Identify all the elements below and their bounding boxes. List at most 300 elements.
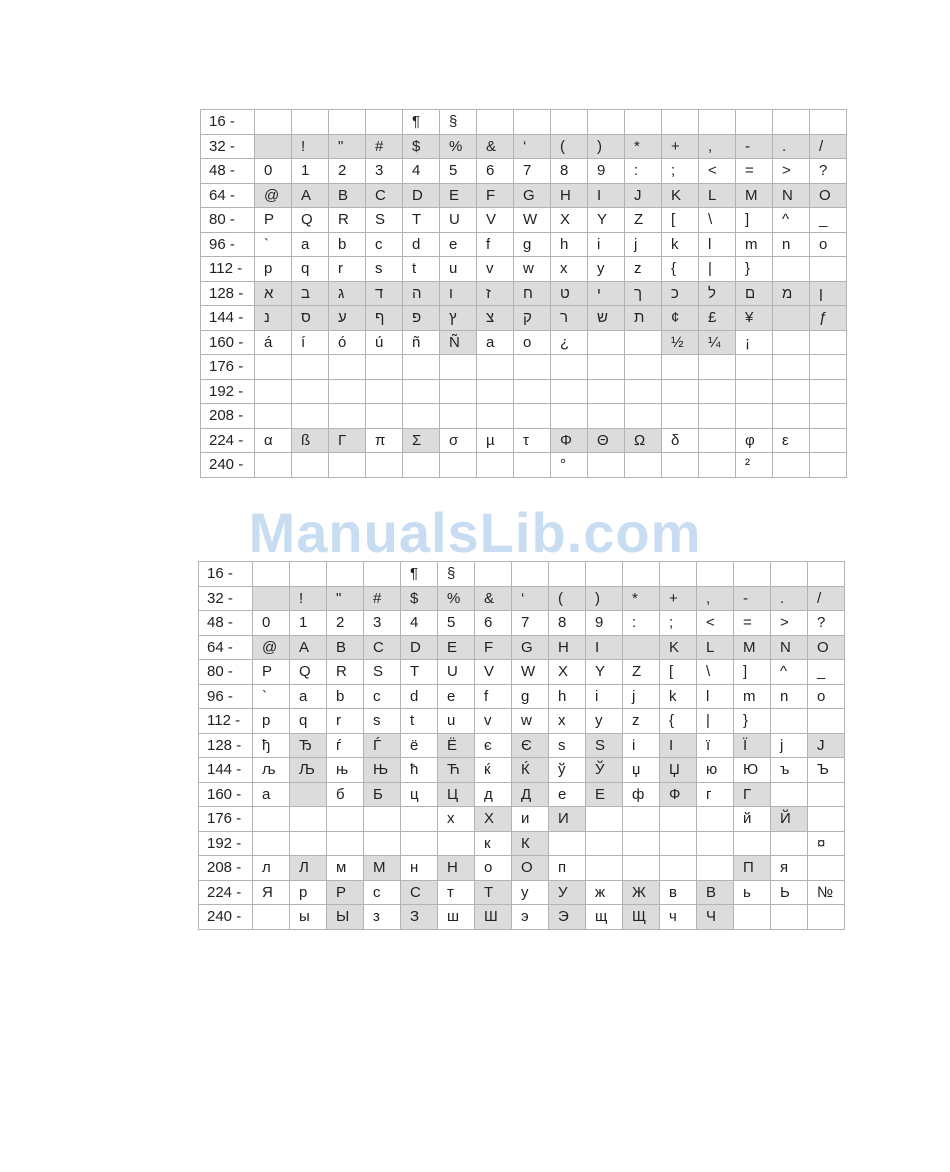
char-cell [440, 453, 477, 478]
char-cell [773, 453, 810, 478]
char-cell: t [401, 709, 438, 734]
char-cell: Э [549, 905, 586, 930]
char-cell: U [440, 208, 477, 233]
char-cell [736, 404, 773, 429]
char-cell: Γ [329, 428, 366, 453]
char-cell [699, 404, 736, 429]
char-cell: ² [736, 453, 773, 478]
char-cell: ן [810, 281, 847, 306]
row-code-label: 144 - [201, 306, 255, 331]
char-cell: . [773, 134, 810, 159]
char-cell: | [697, 709, 734, 734]
char-cell: ў [549, 758, 586, 783]
char-cell: ѕ [549, 733, 586, 758]
char-cell: á [255, 330, 292, 355]
char-cell: Р [327, 880, 364, 905]
char-cell: > [773, 159, 810, 184]
table-row [199, 562, 845, 587]
char-cell [403, 453, 440, 478]
char-cell: o [808, 684, 845, 709]
char-cell: S [364, 660, 401, 685]
char-cell: з [364, 905, 401, 930]
char-cell: ъ [771, 758, 808, 783]
char-cell [253, 562, 290, 587]
char-cell: С [401, 880, 438, 905]
char-cell [438, 831, 475, 856]
char-cell: Ђ [290, 733, 327, 758]
char-cell: " [329, 134, 366, 159]
table-row [199, 733, 845, 758]
char-cell [810, 379, 847, 404]
char-cell: B [327, 635, 364, 660]
char-cell: S [366, 208, 403, 233]
char-cell: D [401, 635, 438, 660]
char-cell: В [697, 880, 734, 905]
char-cell: a [290, 684, 327, 709]
char-cell: ¥ [736, 306, 773, 331]
char-cell [512, 562, 549, 587]
char-cell: F [477, 183, 514, 208]
row-code-label: 32 - [201, 134, 255, 159]
char-cell: Щ [623, 905, 660, 930]
char-cell: k [662, 232, 699, 257]
char-cell: П [734, 856, 771, 881]
char-cell: Θ [588, 428, 625, 453]
char-cell [773, 110, 810, 135]
char-cell: ¢ [662, 306, 699, 331]
row-code-label: 32 - [199, 586, 253, 611]
char-cell: = [736, 159, 773, 184]
char-cell: L [699, 183, 736, 208]
char-cell: I [588, 183, 625, 208]
char-cell: Н [438, 856, 475, 881]
char-cell [329, 453, 366, 478]
char-cell: p [253, 709, 290, 734]
char-cell: b [327, 684, 364, 709]
char-cell [514, 355, 551, 380]
char-cell: O [810, 183, 847, 208]
char-cell: ѓ [327, 733, 364, 758]
char-cell: Љ [290, 758, 327, 783]
char-cell [662, 404, 699, 429]
char-cell: n [773, 232, 810, 257]
char-cell: , [697, 586, 734, 611]
char-cell: Џ [660, 758, 697, 783]
char-cell: & [477, 134, 514, 159]
char-cell: Z [625, 208, 662, 233]
char-cell: 3 [364, 611, 401, 636]
char-cell: í [292, 330, 329, 355]
table-row [201, 208, 847, 233]
char-cell: g [512, 684, 549, 709]
char-cell: о [475, 856, 512, 881]
char-cell: Л [290, 856, 327, 881]
char-cell: A [290, 635, 327, 660]
char-cell: $ [401, 586, 438, 611]
char-cell: § [438, 562, 475, 587]
char-cell: Ы [327, 905, 364, 930]
char-cell: s [366, 257, 403, 282]
char-cell: W [512, 660, 549, 685]
char-cell: ж [586, 880, 623, 905]
char-cell: є [475, 733, 512, 758]
char-cell [810, 404, 847, 429]
char-cell: k [660, 684, 697, 709]
row-code-label: 240 - [201, 453, 255, 478]
char-cell: z [623, 709, 660, 734]
char-cell [697, 807, 734, 832]
char-cell: % [440, 134, 477, 159]
char-cell [586, 831, 623, 856]
char-cell: ] [736, 208, 773, 233]
char-cell: N [771, 635, 808, 660]
char-cell: ї [697, 733, 734, 758]
char-cell: ו [440, 281, 477, 306]
char-cell [625, 355, 662, 380]
char-cell: E [438, 635, 475, 660]
char-cell [290, 562, 327, 587]
char-cell [662, 110, 699, 135]
table-row [201, 110, 847, 135]
char-cell: = [734, 611, 771, 636]
char-cell [734, 905, 771, 930]
char-cell [514, 453, 551, 478]
char-cell [810, 330, 847, 355]
table-row [201, 306, 847, 331]
char-cell: м [327, 856, 364, 881]
char-cell: X [549, 660, 586, 685]
char-cell: ½ [662, 330, 699, 355]
char-cell: C [366, 183, 403, 208]
char-cell: Ћ [438, 758, 475, 783]
row-code-label: 224 - [199, 880, 253, 905]
char-cell: u [440, 257, 477, 282]
char-cell [255, 453, 292, 478]
table-row [201, 428, 847, 453]
char-cell [625, 453, 662, 478]
char-cell: @ [253, 635, 290, 660]
char-cell: B [329, 183, 366, 208]
char-cell [623, 856, 660, 881]
char-cell: ? [808, 611, 845, 636]
char-cell: : [625, 159, 662, 184]
char-cell: М [364, 856, 401, 881]
char-cell [255, 134, 292, 159]
row-code-label: 160 - [201, 330, 255, 355]
char-cell: 4 [403, 159, 440, 184]
char-cell [771, 905, 808, 930]
char-cell: щ [586, 905, 623, 930]
char-cell [255, 404, 292, 429]
char-cell [327, 831, 364, 856]
char-cell [292, 110, 329, 135]
char-cell [734, 562, 771, 587]
char-cell: ј [771, 733, 808, 758]
char-cell: \ [699, 208, 736, 233]
char-cell: _ [808, 660, 845, 685]
char-cell [586, 807, 623, 832]
char-cell: ћ [401, 758, 438, 783]
char-cell: 0 [253, 611, 290, 636]
char-cell [477, 404, 514, 429]
char-cell: v [475, 709, 512, 734]
char-cell: { [660, 709, 697, 734]
char-cell [551, 379, 588, 404]
char-cell: o [810, 232, 847, 257]
char-cell: / [810, 134, 847, 159]
character-table-1 [200, 109, 847, 478]
char-cell [623, 562, 660, 587]
char-cell: Ñ [440, 330, 477, 355]
char-cell [736, 379, 773, 404]
char-cell [588, 330, 625, 355]
char-cell: ) [586, 586, 623, 611]
char-cell [588, 453, 625, 478]
char-cell: И [549, 807, 586, 832]
char-cell: Д [512, 782, 549, 807]
char-cell [736, 355, 773, 380]
char-cell: l [697, 684, 734, 709]
char-cell [699, 453, 736, 478]
char-cell: ל [699, 281, 736, 306]
char-cell: x [551, 257, 588, 282]
char-cell: i [588, 232, 625, 257]
char-cell: W [514, 208, 551, 233]
row-code-label: 112 - [201, 257, 255, 282]
char-cell: 3 [366, 159, 403, 184]
char-cell [477, 453, 514, 478]
char-cell: а [253, 782, 290, 807]
char-cell: ; [660, 611, 697, 636]
char-cell: ט [551, 281, 588, 306]
char-cell: ץ [440, 306, 477, 331]
char-cell: с [364, 880, 401, 905]
char-cell [662, 453, 699, 478]
char-cell: µ [477, 428, 514, 453]
char-cell: H [551, 183, 588, 208]
char-cell: ! [290, 586, 327, 611]
char-cell: д [475, 782, 512, 807]
char-cell [255, 379, 292, 404]
char-cell [364, 831, 401, 856]
char-cell: נ [255, 306, 292, 331]
char-cell: ף [366, 306, 403, 331]
char-cell: ק [514, 306, 551, 331]
char-cell: Б [364, 782, 401, 807]
char-cell: K [660, 635, 697, 660]
char-cell [253, 905, 290, 930]
char-cell [773, 355, 810, 380]
char-cell [327, 807, 364, 832]
table-row [199, 660, 845, 685]
char-cell: o [514, 330, 551, 355]
char-cell: Х [475, 807, 512, 832]
char-cell [292, 404, 329, 429]
char-cell: x [549, 709, 586, 734]
char-cell [660, 856, 697, 881]
char-cell [588, 404, 625, 429]
char-cell: І [660, 733, 697, 758]
char-cell: ` [253, 684, 290, 709]
char-cell [660, 807, 697, 832]
char-cell [440, 355, 477, 380]
char-cell: ф [623, 782, 660, 807]
char-cell [771, 831, 808, 856]
char-cell [625, 110, 662, 135]
char-cell: q [290, 709, 327, 734]
char-cell: 0 [255, 159, 292, 184]
char-cell: 2 [329, 159, 366, 184]
char-cell: Ъ [808, 758, 845, 783]
char-cell: w [514, 257, 551, 282]
char-cell: [ [660, 660, 697, 685]
table-row [201, 404, 847, 429]
table-row [201, 257, 847, 282]
row-code-label: 240 - [199, 905, 253, 930]
table-row [199, 611, 845, 636]
char-cell: c [364, 684, 401, 709]
char-cell: Ш [475, 905, 512, 930]
char-cell [366, 355, 403, 380]
char-cell [586, 562, 623, 587]
char-cell: V [477, 208, 514, 233]
char-cell [771, 562, 808, 587]
char-cell: d [401, 684, 438, 709]
char-cell [810, 355, 847, 380]
row-code-label: 64 - [201, 183, 255, 208]
char-cell: { [662, 257, 699, 282]
row-code-label: 224 - [201, 428, 255, 453]
char-cell: ר [551, 306, 588, 331]
row-code-label: 16 - [199, 562, 253, 587]
char-cell: Ω [625, 428, 662, 453]
char-cell: ú [366, 330, 403, 355]
char-cell [551, 110, 588, 135]
char-cell: Ѕ [586, 733, 623, 758]
char-cell: ƒ [810, 306, 847, 331]
char-cell: י [588, 281, 625, 306]
table-row [201, 330, 847, 355]
row-code-label: 16 - [201, 110, 255, 135]
char-cell: מ [773, 281, 810, 306]
char-cell: _ [810, 208, 847, 233]
char-cell: y [588, 257, 625, 282]
table-row [199, 831, 845, 856]
char-cell: > [771, 611, 808, 636]
table-row [201, 134, 847, 159]
char-cell: я [771, 856, 808, 881]
char-cell: ד [366, 281, 403, 306]
char-cell: α [255, 428, 292, 453]
char-cell [773, 257, 810, 282]
char-cell: £ [699, 306, 736, 331]
char-cell: P [253, 660, 290, 685]
char-cell [623, 807, 660, 832]
char-cell [366, 404, 403, 429]
char-cell: Ф [660, 782, 697, 807]
row-code-label: 176 - [199, 807, 253, 832]
char-cell: ц [401, 782, 438, 807]
char-cell [403, 379, 440, 404]
watermark: ManualsLib.com [248, 501, 702, 564]
char-cell: 5 [440, 159, 477, 184]
char-cell [290, 782, 327, 807]
char-cell [329, 379, 366, 404]
table-row [199, 709, 845, 734]
char-cell: б [327, 782, 364, 807]
char-cell: T [401, 660, 438, 685]
char-cell: + [660, 586, 697, 611]
char-cell: Є [512, 733, 549, 758]
table-row [199, 807, 845, 832]
char-cell: Φ [551, 428, 588, 453]
char-cell: m [734, 684, 771, 709]
char-cell [253, 807, 290, 832]
char-cell: ‘ [512, 586, 549, 611]
char-cell: К [512, 831, 549, 856]
char-cell [734, 831, 771, 856]
row-code-label: 48 - [199, 611, 253, 636]
char-cell [403, 404, 440, 429]
char-cell: J [625, 183, 662, 208]
char-cell: / [808, 586, 845, 611]
char-cell: ¶ [403, 110, 440, 135]
char-cell: 4 [401, 611, 438, 636]
char-cell: C [364, 635, 401, 660]
char-cell: % [438, 586, 475, 611]
char-cell: і [623, 733, 660, 758]
table-row [201, 379, 847, 404]
char-cell: 5 [438, 611, 475, 636]
char-cell: ^ [773, 208, 810, 233]
char-cell: R [327, 660, 364, 685]
char-cell: њ [327, 758, 364, 783]
row-code-label: 80 - [199, 660, 253, 685]
char-cell: 6 [475, 611, 512, 636]
char-cell: § [440, 110, 477, 135]
char-cell: ß [292, 428, 329, 453]
char-cell: Ё [438, 733, 475, 758]
char-cell: j [625, 232, 662, 257]
char-cell: ך [625, 281, 662, 306]
char-cell: U [438, 660, 475, 685]
char-cell: y [586, 709, 623, 734]
char-cell: < [699, 159, 736, 184]
row-code-label: 192 - [201, 379, 255, 404]
char-cell [551, 404, 588, 429]
char-cell: r [329, 257, 366, 282]
char-cell: G [512, 635, 549, 660]
char-cell: Њ [364, 758, 401, 783]
char-cell: Y [586, 660, 623, 685]
char-cell: Ї [734, 733, 771, 758]
char-cell: X [551, 208, 588, 233]
char-cell [697, 831, 734, 856]
char-cell: . [771, 586, 808, 611]
char-cell [810, 257, 847, 282]
table-row [199, 758, 845, 783]
table-row [201, 159, 847, 184]
char-cell: и [512, 807, 549, 832]
char-cell: № [808, 880, 845, 905]
char-cell: א [255, 281, 292, 306]
char-cell: 8 [549, 611, 586, 636]
char-cell [773, 404, 810, 429]
char-cell: j [623, 684, 660, 709]
table-row [199, 905, 845, 930]
char-cell: } [734, 709, 771, 734]
char-cell: δ [662, 428, 699, 453]
